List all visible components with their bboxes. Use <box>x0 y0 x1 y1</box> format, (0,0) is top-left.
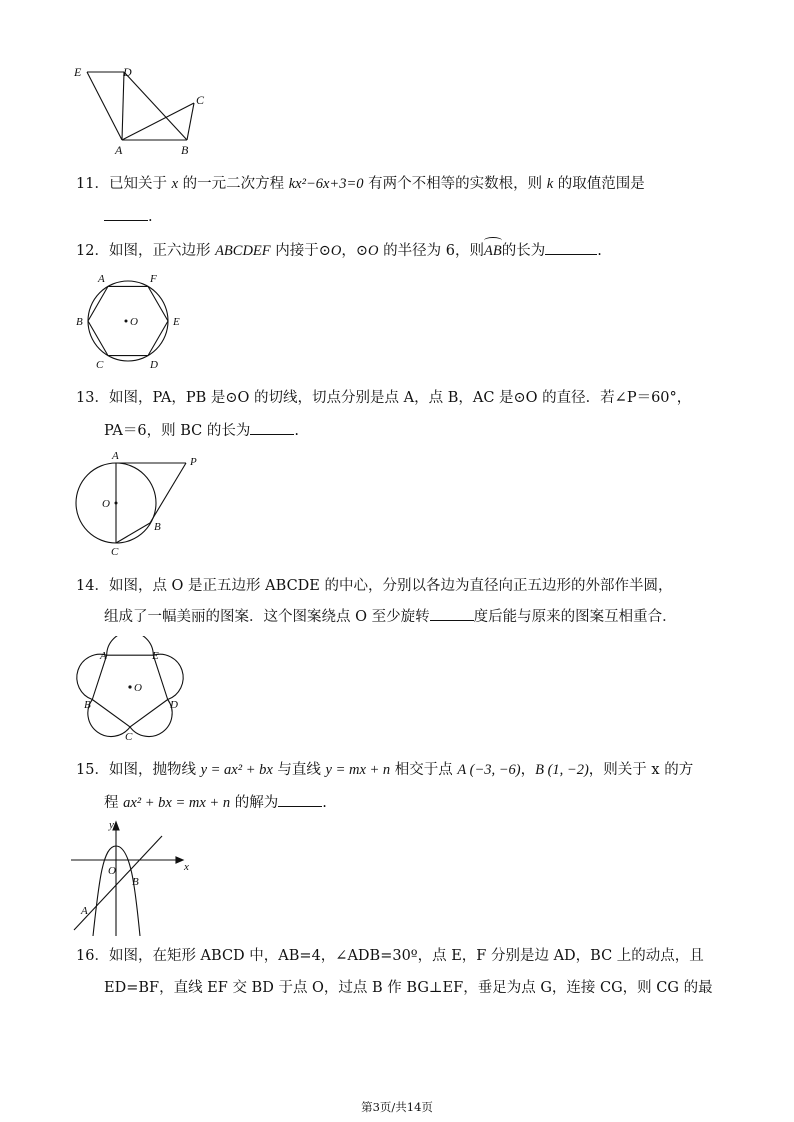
segment-DA <box>122 72 124 140</box>
point-B: B (1, −2) <box>535 762 589 778</box>
text: 的取值范围是 <box>553 176 645 192</box>
question-number: 14． <box>76 578 109 594</box>
answer-blank[interactable] <box>430 606 474 621</box>
label-P: P <box>190 456 197 468</box>
figure-triangles <box>70 62 220 157</box>
label-D: D <box>150 359 158 371</box>
answer-blank[interactable] <box>104 206 148 221</box>
label-C: C <box>125 731 133 743</box>
question-15-line2 <box>104 792 327 813</box>
text: 相交于点 <box>390 762 458 778</box>
text: 的解为 <box>230 795 279 811</box>
text: 如图，PA，PB 是⊙O 的切线，切点分别是点 A，点 B，AC 是⊙O 的直径．若∠P＝60°， <box>108 390 692 406</box>
center-O <box>115 502 118 505</box>
math-var: AB <box>483 243 502 259</box>
question-14 <box>76 576 672 596</box>
text: PA＝6，则 BC 的长为 <box>104 423 251 439</box>
y-axis-arrow <box>113 822 119 830</box>
center-O <box>125 320 128 323</box>
arc-notation <box>484 241 502 261</box>
text: 的一元二次方程 <box>178 176 289 192</box>
answer-blank[interactable] <box>545 240 597 255</box>
label-A: A <box>81 905 88 917</box>
point-A: A (−3, −6) <box>457 762 521 778</box>
figure-parabola-line <box>66 818 191 938</box>
text: ，则关于 x 的方 <box>588 762 694 778</box>
text: . <box>294 423 299 439</box>
label-A: A <box>112 450 119 462</box>
text: 程 <box>104 795 124 811</box>
segment-DB <box>124 72 187 140</box>
label-C: C <box>111 546 119 558</box>
label-O: O <box>102 498 110 510</box>
text: . <box>148 209 153 225</box>
text: 如图，在矩形 ABCD 中，AB=4，∠ADB=30º，点 E，F 分别是边 AD，BC 上的动点，且 <box>108 948 704 964</box>
label-B: B <box>76 316 83 328</box>
equation: y = ax² + bx <box>200 762 273 778</box>
figure-pentagon-flower <box>72 636 192 744</box>
answer-blank[interactable] <box>250 420 294 435</box>
label-B: B <box>84 699 91 711</box>
math-var: x <box>171 176 178 192</box>
text: 度后能与原来的图案互相重合． <box>473 609 677 625</box>
question-15 <box>76 760 693 780</box>
label-D: D <box>170 699 178 711</box>
question-number: 16． <box>76 948 109 964</box>
label-O: O <box>108 865 116 877</box>
label-E: E <box>152 650 159 662</box>
text: ， <box>520 762 536 778</box>
label-D: D <box>123 65 132 79</box>
text: 有两个不相等的实数根，则 <box>363 176 547 192</box>
question-12 <box>76 240 602 261</box>
segment-CB <box>187 103 194 140</box>
segment-EA <box>87 72 122 140</box>
text: 如图，点 O 是正五边形 ABCDE 的中心，分别以各边为直径向正五边形的外部作半圆， <box>108 578 673 594</box>
label-O: O <box>134 682 142 694</box>
label-E: E <box>173 316 180 328</box>
x-axis-arrow <box>176 857 183 863</box>
text: 如图，正六边形 <box>108 243 216 259</box>
text: ED=BF，直线 EF 交 BD 于点 O，过点 B 作 BG⊥EF，垂足为点 G，连接 CG，则 CG 的最 <box>104 980 713 996</box>
circle-O <box>88 281 168 361</box>
math-var: O <box>368 243 379 259</box>
pentagon-ABCDE <box>92 655 167 727</box>
arc-mark <box>484 237 502 244</box>
label-O: O <box>130 316 138 328</box>
label-C: C <box>96 359 104 371</box>
answer-blank[interactable] <box>278 792 322 807</box>
math-var: O <box>330 243 342 259</box>
label-A: A <box>100 650 107 662</box>
text: 组成了一幅美丽的图案．这个图案绕点 O 至少旋转 <box>104 609 430 625</box>
question-16 <box>76 946 704 966</box>
figure-hexagon <box>70 270 190 372</box>
label-B: B <box>181 143 189 157</box>
semicircle-DC <box>130 700 172 737</box>
question-16-line2 <box>104 978 713 998</box>
semicircle-AE <box>107 636 154 655</box>
math-var: ABCDEF <box>215 243 271 259</box>
semicircle-CB <box>88 700 130 737</box>
equation: y = mx + n <box>325 762 391 778</box>
question-number: 15． <box>76 762 109 778</box>
text: . <box>322 795 327 811</box>
question-number: 12． <box>76 243 109 259</box>
text: ，⊙ <box>341 243 369 259</box>
center-O <box>128 685 131 688</box>
text: 已知关于 <box>108 176 172 192</box>
label-C: C <box>196 93 205 107</box>
text: 的半径为 6，则 <box>378 243 484 259</box>
question-number: 13． <box>76 390 109 406</box>
label-B: B <box>132 876 139 888</box>
question-13-line2 <box>104 420 299 441</box>
label-x: x <box>184 861 189 873</box>
text: . <box>597 243 602 259</box>
text: 与直线 <box>272 762 326 778</box>
question-11 <box>76 174 645 194</box>
label-A: A <box>115 143 123 157</box>
tangent-PB <box>150 463 186 523</box>
label-A: A <box>98 273 105 285</box>
page-footer: 第3页/共14页 <box>361 1100 433 1114</box>
math-var: k <box>546 176 554 192</box>
label-E: E <box>74 65 82 79</box>
question-number: 11． <box>76 176 109 192</box>
label-B: B <box>154 521 161 533</box>
text: 内接于⊙ <box>270 243 331 259</box>
question-14-line2 <box>104 606 677 627</box>
text: 如图，抛物线 <box>108 762 201 778</box>
label-y: y <box>109 819 114 831</box>
hexagon-ABCDEF <box>88 286 168 355</box>
text: 的长为 <box>501 243 546 259</box>
question-11-line2 <box>104 206 153 227</box>
segment-BC <box>116 523 150 543</box>
equation: ax² + bx = mx + n <box>123 795 231 811</box>
equation: kx²−6x+3=0 <box>288 176 364 192</box>
question-13 <box>76 388 691 408</box>
label-F: F <box>150 273 157 285</box>
figure-tangents <box>70 448 210 560</box>
